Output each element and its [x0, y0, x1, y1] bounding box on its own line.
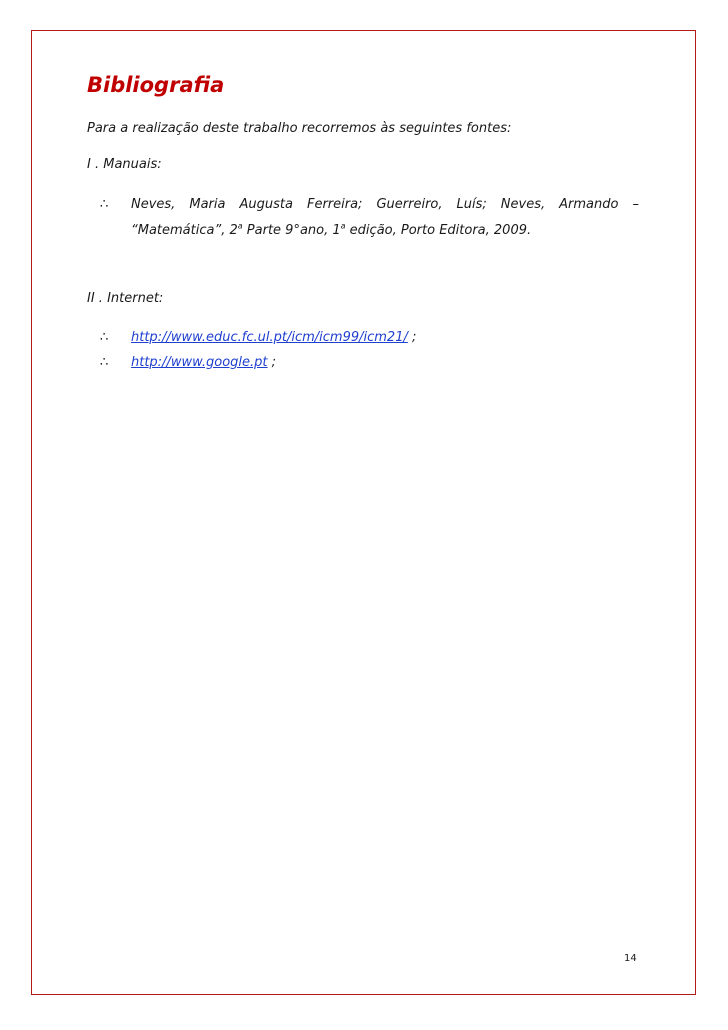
bullet-icon: ∴ — [100, 355, 109, 370]
entry-text: “Matemática”, 2 — [131, 223, 238, 238]
link-row — [131, 330, 416, 345]
entry-text: edição, Porto Editora, 2009. — [345, 223, 532, 238]
link-educ[interactable]: http://www.educ.fc.ul.pt/icm/icm99/icm21/ — [131, 330, 408, 345]
superscript: a — [237, 221, 243, 231]
section-heading-manuais: I . Manuais: — [87, 157, 162, 172]
intro-text: Para a realização deste trabalho recorremos às seguintes fontes: — [87, 121, 512, 136]
page-number: 14 — [624, 953, 637, 964]
page-title: Bibliografia — [87, 73, 225, 97]
bullet-icon: ∴ — [100, 197, 109, 212]
bibliography-entry-line1: Neves, Maria Augusta Ferreira; Guerreiro, Luís; Neves, Armando – — [131, 197, 639, 212]
superscript: a — [340, 221, 346, 231]
link-row — [131, 355, 276, 370]
link-suffix: ; — [267, 355, 277, 370]
bibliography-entry-line2 — [131, 218, 531, 244]
link-suffix: ; — [407, 330, 417, 345]
link-google[interactable]: http://www.google.pt — [131, 355, 268, 370]
entry-text: Parte 9°ano, 1 — [242, 223, 341, 238]
section-heading-internet: II . Internet: — [87, 291, 164, 306]
bullet-icon: ∴ — [100, 330, 109, 345]
page-border — [31, 30, 696, 995]
